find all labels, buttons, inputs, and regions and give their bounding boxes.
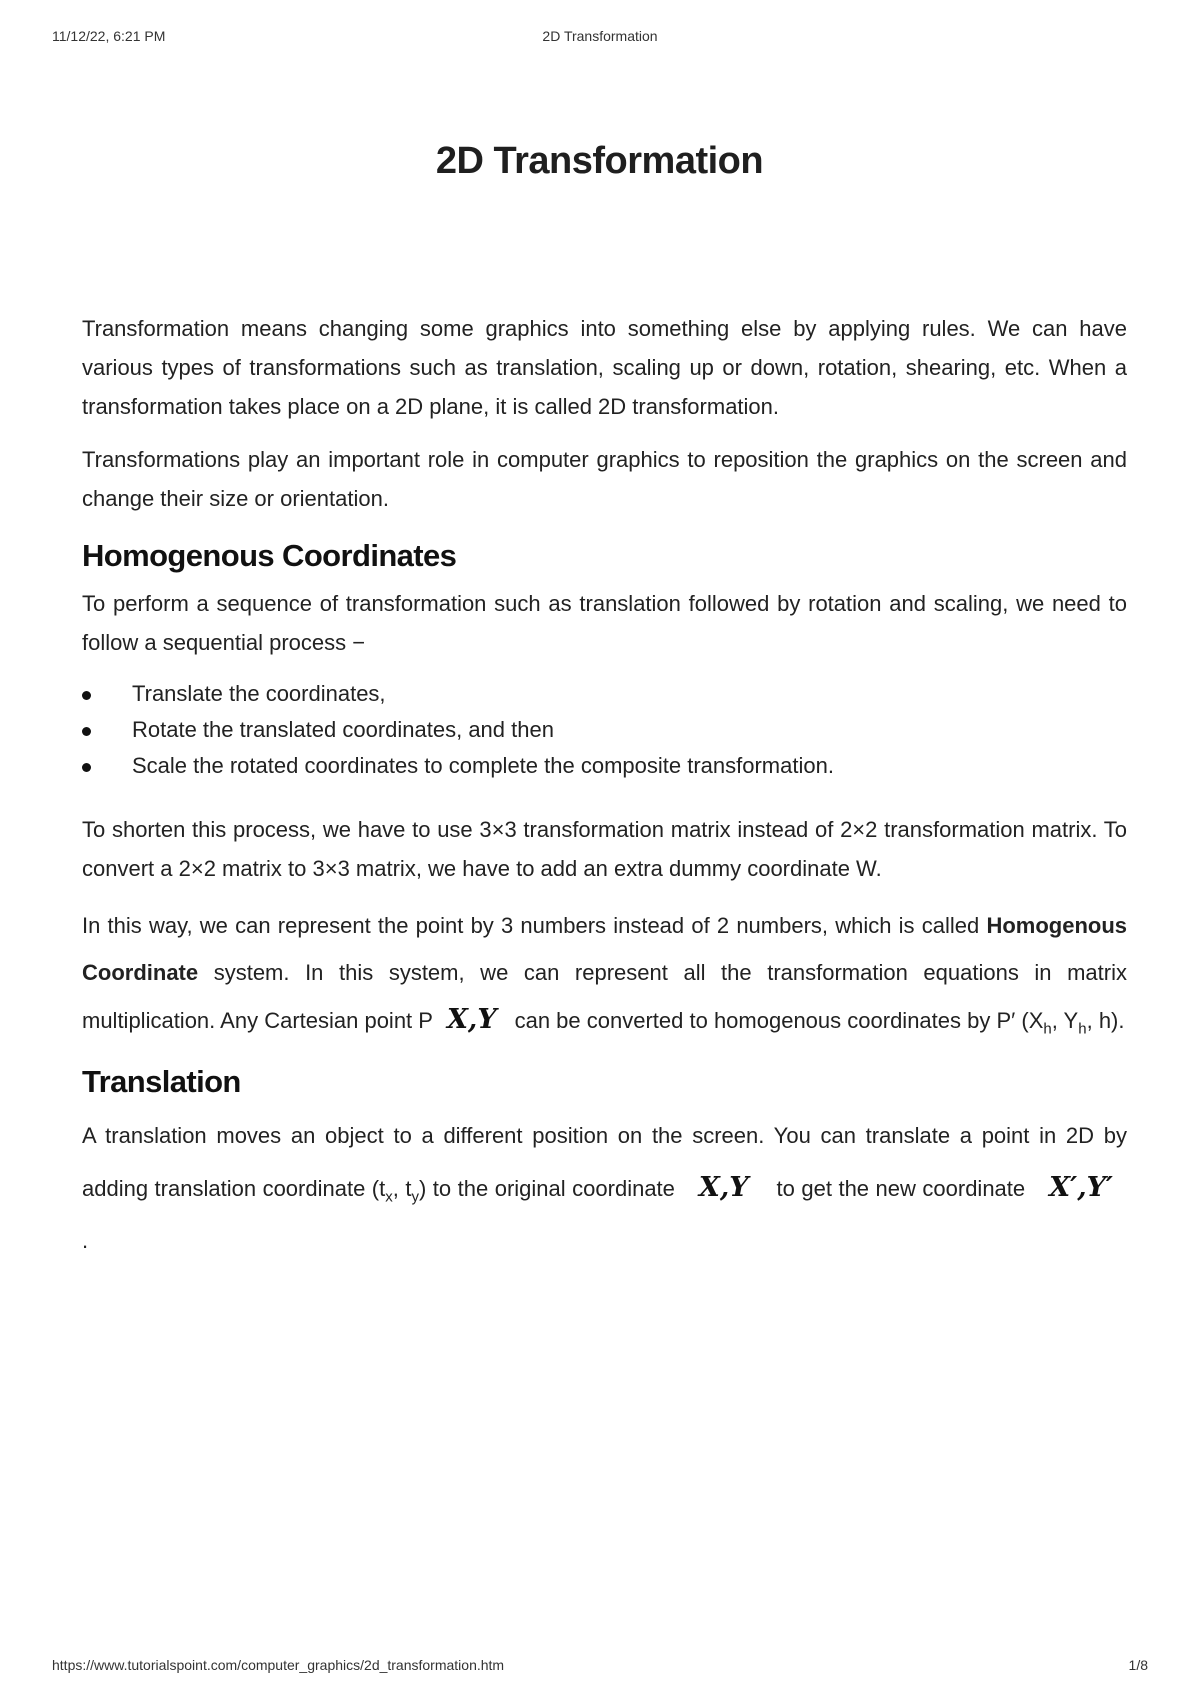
math-point-xy-prime: X′,Y′ — [1049, 1172, 1114, 1203]
print-page-title: 2D Transformation — [542, 28, 658, 44]
list-item — [82, 748, 1127, 784]
list-item-text: Scale the rotated coordinates to complete the composite transformation. — [132, 753, 834, 778]
sequential-process-list — [82, 676, 1127, 784]
homogenous-coordinates-heading: Homogenous Coordinates — [82, 538, 457, 573]
bullet-icon — [82, 763, 91, 772]
homogenous-paragraph-1: To perform a sequence of transformation such as translation followed by rotation and scaling, we need to follow a sequential process − — [82, 591, 1127, 655]
homogenous-coordinate-term: Homogenous Coordinate — [82, 913, 1127, 985]
intro-paragraph-2: Transformations play an important role in computer graphics to reposition the graphics on the screen and change their size or orientation. — [82, 447, 1127, 511]
article-content — [82, 140, 1127, 1281]
print-footer — [52, 1657, 1148, 1677]
math-point-xy: X,Y — [446, 1004, 497, 1035]
print-header — [52, 28, 1148, 48]
bullet-icon — [82, 691, 91, 700]
list-item-text: Translate the coordinates, — [132, 681, 386, 706]
page-title: 2D Transformation — [435, 140, 764, 182]
print-date: 11/12/22, 6:21 PM — [52, 28, 166, 44]
print-page-number: 1/8 — [1128, 1657, 1148, 1673]
list-item — [82, 712, 1127, 748]
translation-paragraph: A translation moves an object to a different position on the screen. You can translate a point in 2D by adding translation coordinate ($t_x$, $t_y$) to the original coordinate X,Y to get the new coordinate X′,Y′. — [82, 1123, 1127, 1253]
bullet-icon — [82, 727, 91, 736]
list-item — [82, 676, 1127, 712]
list-item-text: Rotate the translated coordinates, and then — [132, 717, 554, 742]
intro-paragraph-1: Transformation means changing some graphics into something else by applying rules. We can have various types of transformations such as translation, scaling up or down, rotation, shearing, etc. When a transformation takes place on a 2D plane, it is called 2D transformation. — [82, 316, 1127, 419]
homogenous-paragraph-3: In this way, we can represent the point by 3 numbers instead of 2 numbers, which is called Homogenous Coordinate system. In this system, we can represent all the transformation equations in matrix multiplication. Any Cartesian point P X,Y can be converted to homogenous coordinates by P′ ($X_h$, $Y_h$, h). — [82, 902, 1127, 1044]
homogenous-paragraph-2: To shorten this process, we have to use 3×3 transformation matrix instead of 2×2 transformation matrix. To convert a 2×2 matrix to 3×3 matrix, we have to add an extra dummy coordinate W. — [82, 817, 1127, 881]
print-url: https://www.tutorialspoint.com/computer_graphics/2d_transformation.htm — [52, 1657, 505, 1673]
math-point-xy: X,Y — [698, 1172, 749, 1203]
translation-heading: Translation — [82, 1064, 241, 1099]
